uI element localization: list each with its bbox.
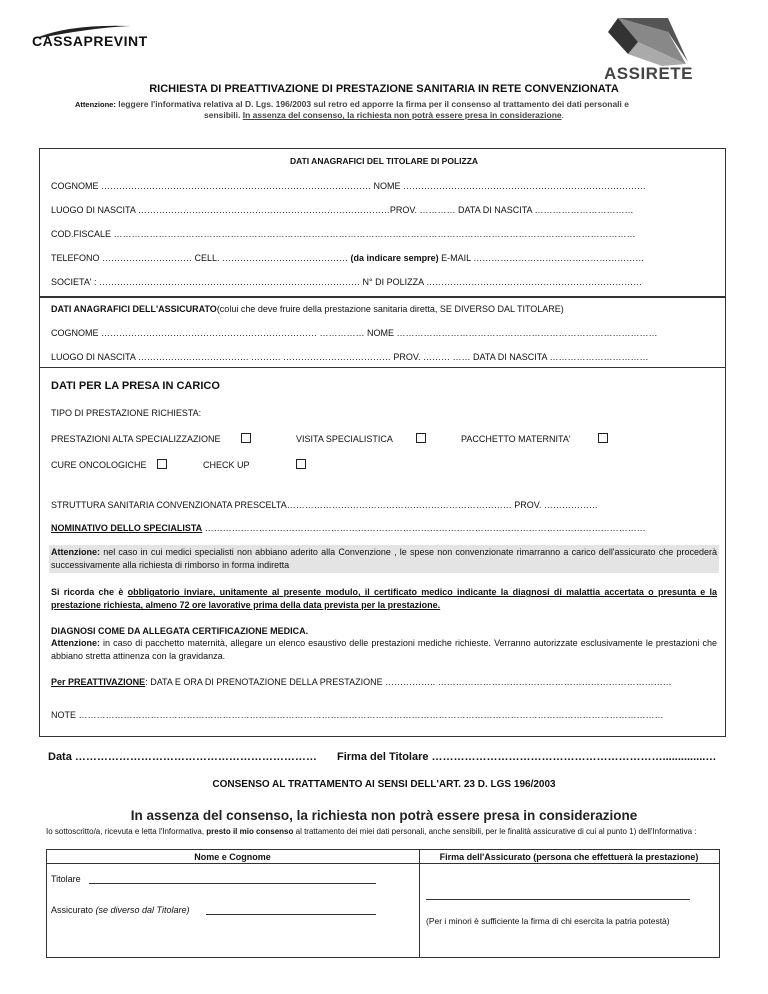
titolare-cognome-nome-field[interactable]: COGNOME ……………………………………………………………………………… NOME ………………………………………………………………………: [51, 181, 647, 191]
assirete-mark-icon: [598, 12, 694, 68]
note-field[interactable]: NOTE ……………………………………………………………………………………………………………………………………………………………………………: [51, 710, 664, 720]
assicurato-cognome-nome-field[interactable]: COGNOME ……………………………………………………………… …………… NOME ……………………………………………………………………………: [51, 328, 658, 338]
assicurato-heading: [51, 304, 564, 315]
consenso-assicurato-note: (se diverso dal Titolare): [95, 905, 190, 915]
titolare-codfiscale-field[interactable]: COD.FISCALE …………………………………………………………………………………………………………………………………………………………: [51, 229, 636, 239]
consenso-col-firma: Firma dell'Assicurato (persona che effettuerà la prestazione): [439, 852, 699, 862]
consenso-subtitle: In assenza del consenso, la richiesta non potrà essere presa in considerazione: [130, 808, 638, 823]
attention-note-2-text: in caso di pacchetto maternità, allegare un elenco esaustivo delle prestazioni mediche richieste. Verranno autorizzate esclusivamente le prestazioni che abbiano stretta attinenza con la gravidanza.: [51, 638, 717, 661]
consenso-assicurato-name-line[interactable]: [206, 914, 376, 915]
option-visita-specialistica-checkbox[interactable]: [416, 433, 426, 443]
option-cure-oncologiche-checkbox[interactable]: [157, 459, 167, 469]
consenso-statement-emphasis: presto il mio consenso: [206, 827, 294, 836]
consenso-statement-rest: al trattamento dei miei dati personali, anche sensibili, per le finalità assicurative di cui al punto 1) dell'Informativa :: [293, 827, 697, 836]
attention-note-1-label: Attenzione:: [51, 547, 100, 557]
consenso-table: [46, 849, 720, 958]
attention-note-2-label: Attenzione:: [51, 638, 100, 648]
presa-heading: DATI PER LA PRESA IN CARICO: [51, 380, 220, 392]
consenso-assicurato-label-text: Assicurato: [51, 905, 96, 915]
tipo-prestazione-label: TIPO DI PRESTAZIONE RICHIESTA:: [51, 408, 202, 418]
ricorda-note: [51, 586, 717, 612]
consenso-firma-line[interactable]: [426, 899, 690, 900]
option-check-up-checkbox[interactable]: [296, 459, 306, 469]
cassaprevint-wordmark: CASSAPREVINT: [32, 33, 148, 49]
attention-label: Attenzione:: [75, 100, 116, 109]
cassaprevint-logo: [30, 24, 170, 50]
attention-text-2c: .: [561, 110, 564, 120]
struttura-sanitaria-field[interactable]: STRUTTURA SANITARIA CONVENZIONATA PRESCELTA………………………………………………………………… PROV. ………………: [51, 500, 598, 510]
option-pacchetto-maternita-checkbox[interactable]: [598, 433, 608, 443]
consenso-minori-note: (Per i minori è sufficiente la firma di chi esercita la patria potestà): [426, 916, 670, 926]
attention-line-2: [0, 110, 768, 121]
consenso-col-nome: Nome e Cognome: [194, 852, 271, 862]
attention-text-2a: sensibili.: [204, 110, 241, 120]
consenso-statement: [46, 826, 718, 837]
nominativo-specialista-field[interactable]: [51, 523, 646, 534]
attention-note-2: [51, 637, 717, 663]
consenso-table-header-divider: [46, 863, 719, 864]
consenso-title: CONSENSO AL TRATTAMENTO AI SENSI DELL'ART. 23 D. LGS 196/2003: [212, 779, 556, 790]
preattivazione-label: Per PREATTIVAZIONE: [51, 677, 146, 687]
attention-note-1-text: nel caso in cui medici specialisti non abbiano aderito alla Convenzione , le spese non convenzionate rimarranno a carico dell'assicurato che procederà successivamente alla richiesta di rimborso in forma indiretta: [51, 547, 717, 570]
consenso-assicurato-label: [51, 905, 190, 916]
ricorda-note-lead: Si ricorda che è: [51, 587, 128, 597]
firma-titolare-field[interactable]: Firma del Titolare ………………………………………………………..............…: [337, 751, 717, 763]
option-alta-specializzazione-label: PRESTAZIONI ALTA SPECIALIZZAZIONE: [51, 434, 221, 444]
option-check-up-label: CHECK UP: [203, 460, 250, 470]
attention-text-1: leggere l'informativa relativa al D. Lgs. 196/2003 sul retro ed apporre la firma per il consenso al trattamento dei dati personali e: [118, 99, 629, 109]
email-label: E-MAIL …………………………………………………: [441, 253, 645, 263]
attention-text-2b: In assenza del consenso, la richiesta non potrà essere presa in considerazione: [242, 110, 562, 120]
data-field[interactable]: Data …………………………………………………………: [48, 751, 317, 763]
consenso-table-column-divider: [419, 849, 420, 957]
ricorda-note-emphasis: obbligatorio inviare, unitamente al presente modulo, il certificato medico indicante la diagnosi di malattia accertata o presunta e la prestazione richiesta, almeno 72 ore lavorative prima della data prevista per la prestazione.: [51, 587, 717, 610]
assicurato-heading-bold: DATI ANAGRAFICI DELL'ASSICURATO: [51, 304, 217, 314]
assirete-wordmark: ASSIRETE: [604, 64, 694, 83]
diagnosi-heading: DIAGNOSI COME DA ALLEGATA CERTIFICAZIONE MEDICA.: [51, 626, 309, 636]
page-title: RICHIESTA DI PREATTIVAZIONE DI PRESTAZIONE SANITARIA IN RETE CONVENZIONATA: [149, 83, 619, 95]
option-pacchetto-maternita-label: PACCHETTO MATERNITA': [461, 434, 571, 444]
option-cure-oncologiche-label: CURE ONCOLOGICHE: [51, 460, 147, 470]
telefono-cell-label: TELEFONO ………………………… CELL. ……………………………………: [51, 253, 349, 263]
titolare-heading: DATI ANAGRAFICI DEL TITOLARE DI POLIZZA: [289, 156, 479, 166]
assicurato-luogo-prov-data-field[interactable]: LUOGO DI NASCITA ………………………………. ………. ……………………………… PROV. ……… …… DATA DI NASCITA ……………………………: [51, 352, 649, 362]
preattivazione-field[interactable]: [51, 677, 672, 688]
consenso-titolare-label: Titolare: [51, 874, 81, 884]
titolare-societa-polizza-field[interactable]: SOCIETA' : …………………………………………………………………………… N° DI POLIZZA ………………………………………………………………: [51, 277, 643, 287]
telefono-note: (da indicare sempre): [350, 253, 439, 263]
option-visita-specialistica-label: VISITA SPECIALISTICA: [296, 434, 393, 444]
preattivazione-text: : DATA E ORA DI PRENOTAZIONE DELLA PRESTAZIONE …………….. ……………………………………………………………………: [145, 677, 672, 687]
option-alta-specializzazione-checkbox[interactable]: [241, 433, 251, 443]
attention-line-1: [75, 99, 629, 110]
nominativo-label: NOMINATIVO DELLO SPECIALISTA: [51, 523, 203, 533]
titolare-section: [39, 148, 726, 298]
assicurato-heading-note: (colui che deve fruire della prestazione sanitaria diretta, SE DIVERSO DAL TITOLARE): [216, 304, 564, 314]
assirete-logo: [598, 12, 694, 82]
consenso-statement-lead: Io sottoscritto/a, ricevuta e letta l'Informativa,: [46, 827, 207, 836]
consenso-titolare-name-line[interactable]: [89, 883, 376, 884]
nominativo-dots: …………………………………………………………………………………………………………………………………: [202, 523, 646, 533]
attention-note-1: [51, 546, 717, 572]
titolare-telefono-cell-email-field[interactable]: [51, 253, 644, 264]
titolare-luogo-prov-data-field[interactable]: LUOGO DI NASCITA …………………………………………………………………………PROV. ………… DATA DI NASCITA ……………………………: [51, 205, 634, 215]
